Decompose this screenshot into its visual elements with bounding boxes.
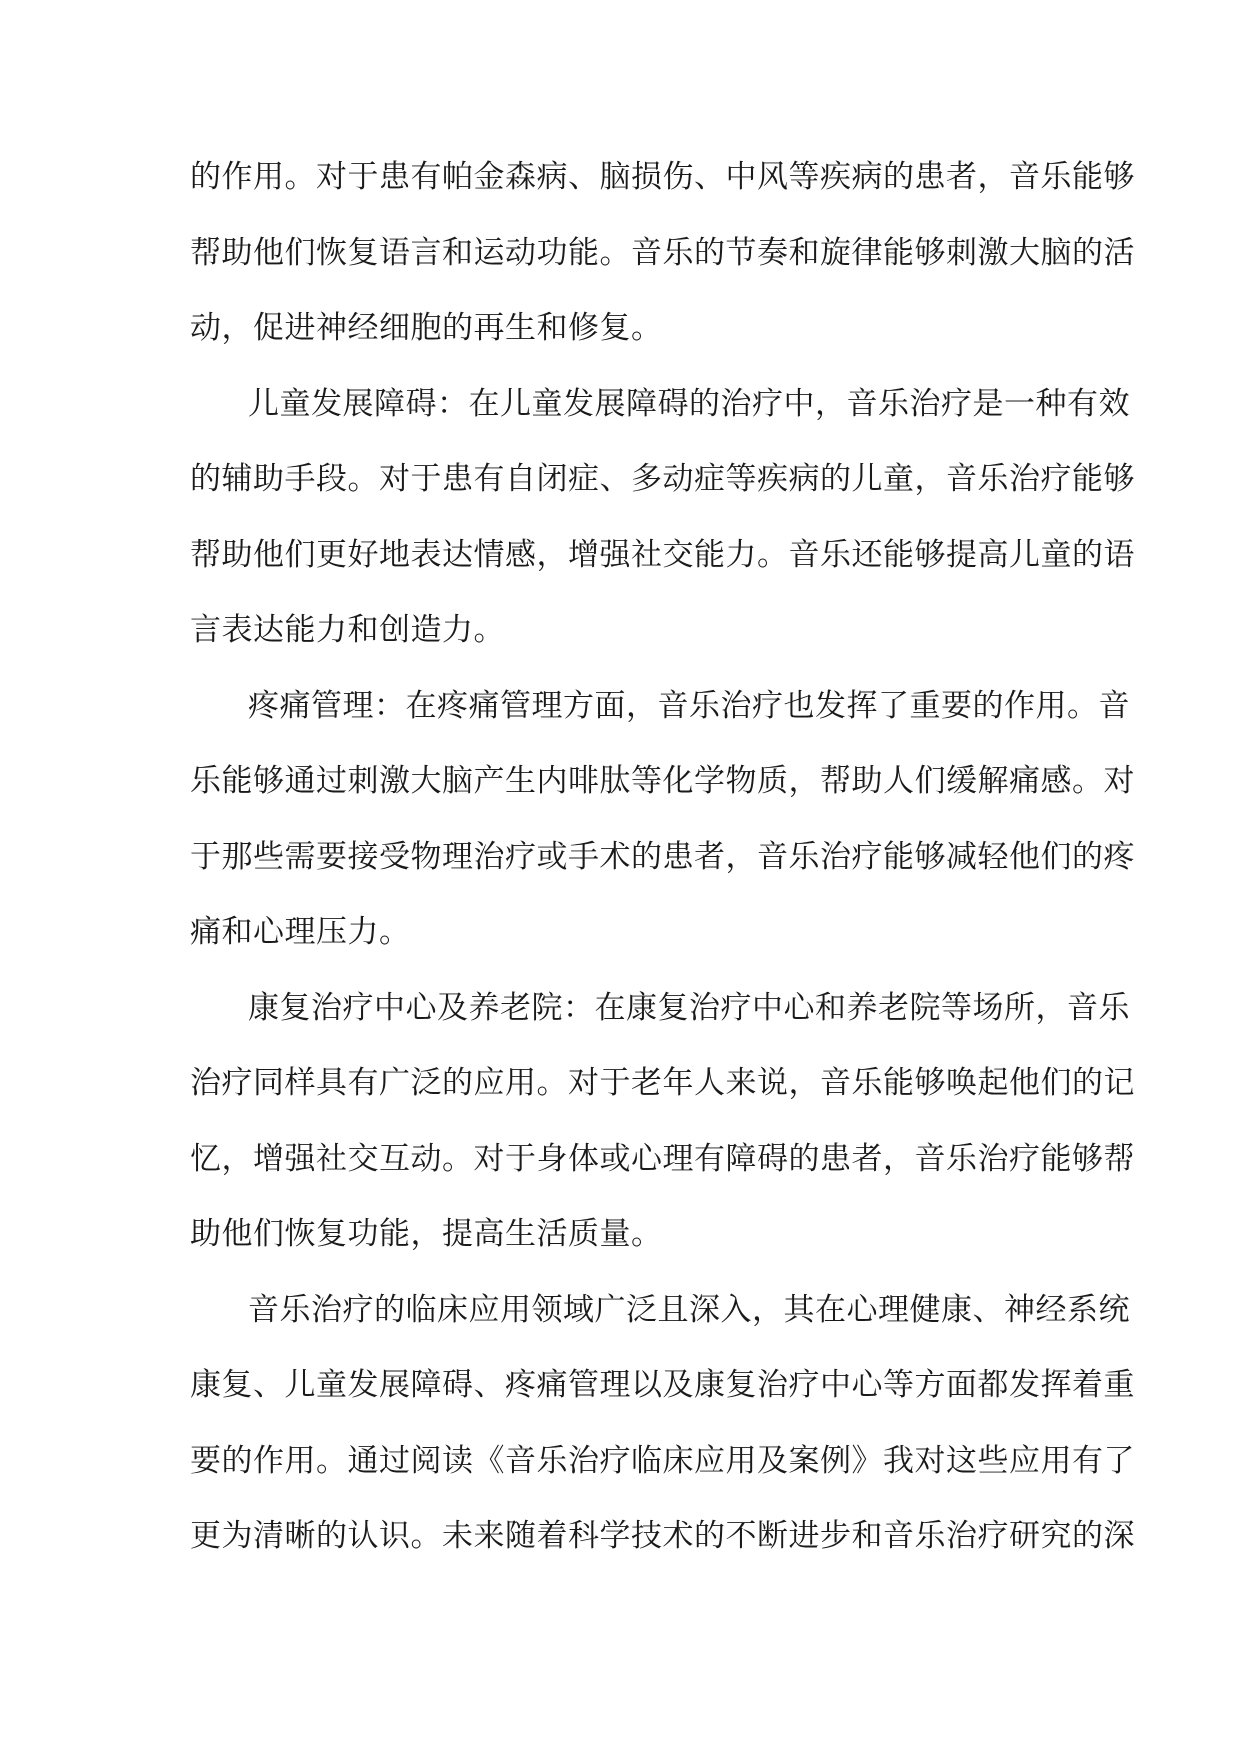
text-line: 于那些需要接受物理治疗或手术的患者，音乐治疗能够减轻他们的疼 — [190, 838, 1135, 875]
text-line: 动，促进神经细胞的再生和修复。 — [190, 310, 663, 346]
text-line: 帮助他们恢复语言和运动功能。音乐的节奏和旋律能够刺激大脑的活 — [190, 234, 1135, 271]
text-line: 忆，增强社交互动。对于身体或心理有障碍的患者，音乐治疗能够帮 — [190, 1140, 1135, 1177]
text-line: 帮助他们更好地表达情感，增强社交能力。音乐还能够提高儿童的语 — [190, 536, 1135, 573]
text-line: 康复治疗中心及养老院：在康复治疗中心和养老院等场所，音乐 — [248, 989, 1130, 1026]
text-line: 助他们恢复功能，提高生活质量。 — [190, 1216, 663, 1252]
body-text — [190, 140, 1135, 1575]
text-line: 的辅助手段。对于患有自闭症、多动症等疾病的儿童，音乐治疗能够 — [190, 461, 1135, 497]
text-line: 音乐治疗的临床应用领域广泛且深入，其在心理健康、神经系统 — [248, 1291, 1130, 1328]
text-line: 乐能够通过刺激大脑产生内啡肽等化学物质，帮助人们缓解痛感。对 — [190, 763, 1135, 799]
text-line: 治疗同样具有广泛的应用。对于老年人来说，音乐能够唤起他们的记 — [190, 1065, 1135, 1101]
text-line: 要的作用。通过阅读《音乐治疗临床应用及案例》我对这些应用有了 — [190, 1442, 1135, 1479]
text-line: 痛和心理压力。 — [190, 914, 411, 950]
text-line: 疼痛管理：在疼痛管理方面，音乐治疗也发挥了重要的作用。音 — [248, 687, 1130, 724]
text-line: 更为清晰的认识。未来随着科学技术的不断进步和音乐治疗研究的深 — [190, 1518, 1135, 1554]
text-line: 康复、儿童发展障碍、疼痛管理以及康复治疗中心等方面都发挥着重 — [190, 1367, 1135, 1403]
text-line: 儿童发展障碍：在儿童发展障碍的治疗中，音乐治疗是一种有效 — [248, 385, 1130, 422]
text-line: 的作用。对于患有帕金森病、脑损伤、中风等疾病的患者，音乐能够 — [190, 159, 1135, 195]
text-line: 言表达能力和创造力。 — [190, 612, 505, 648]
